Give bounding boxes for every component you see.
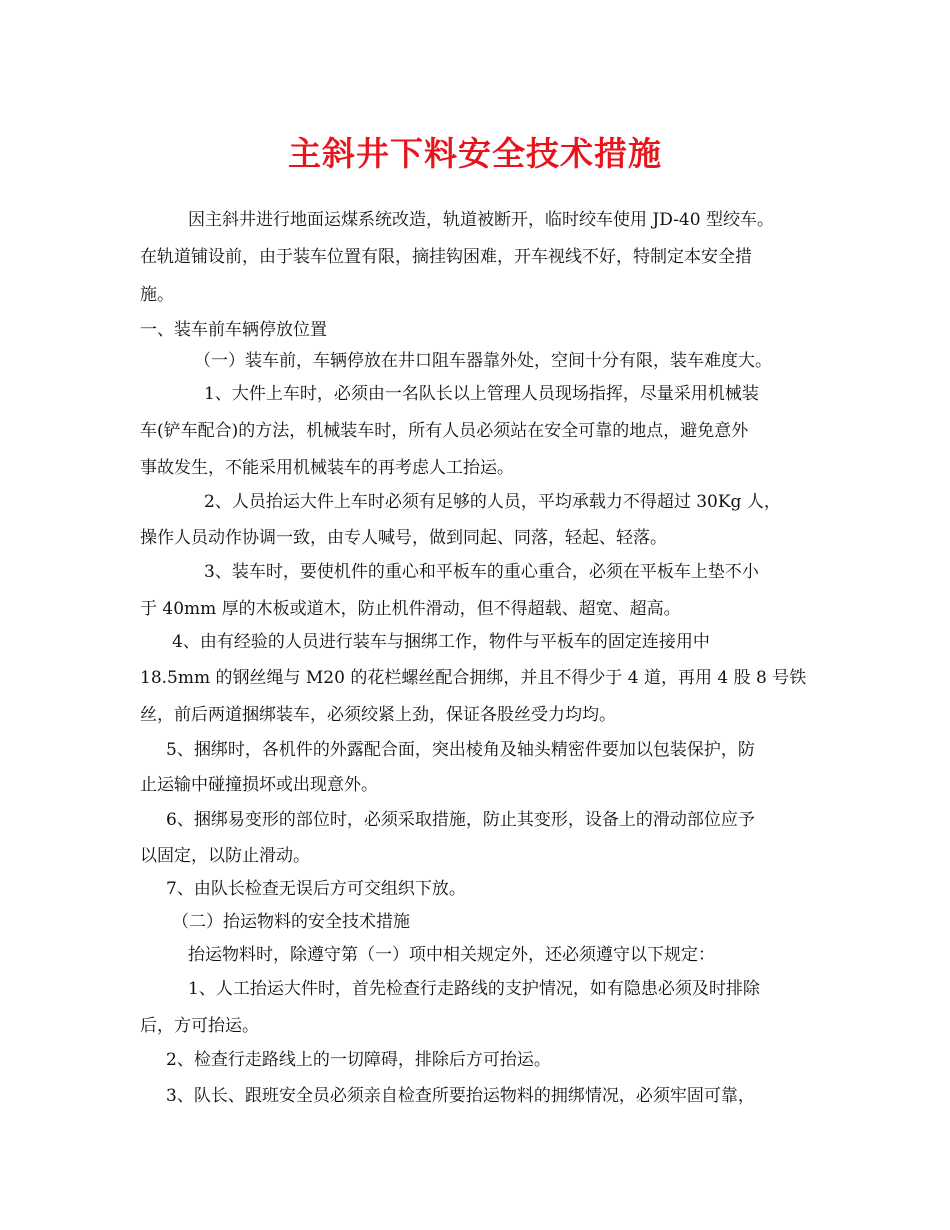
subsection-heading: （一）装车前，车辆停放在井口阻车器靠外处，空间十分有限，装车难度大。 [194,351,772,371]
paragraph-line: 车(铲车配合)的方法，机械装车时，所有人员必须站在安全可靠的地点，避免意外 [140,421,749,441]
paragraph-line: 施。 [140,285,174,305]
paragraph-line: 3、装车时，要使机件的重心和平板车的重心重合，必须在平板车上垫不小 [204,562,759,582]
subsection-heading: （二）抬运物料的安全技术措施 [172,912,410,932]
paragraph-line: 抬运物料时，除遵守第（一）项中相关规定外，还必须遵守以下规定： [188,945,715,965]
paragraph-line: 18.5mm 的钢丝绳与 M20 的花栏螺丝配合拥绑，并且不得少于 4 道，再用 4 股 8 号铁 [140,668,807,688]
paragraph-line: 后，方可抬运。 [140,1016,259,1036]
paragraph-line: 3、队长、跟班安全员必须亲自检查所要抬运物料的拥绑情况，必须牢固可靠， [166,1086,755,1106]
paragraph-line: 6、捆绑易变形的部位时，必须采取措施，防止其变形，设备上的滑动部位应予 [166,810,755,830]
paragraph-line: 丝，前后两道捆绑装车，必须绞紧上劲，保证各股丝受力均均。 [140,705,616,725]
paragraph-line: 2、人员抬运大件上车时必须有足够的人员，平均承载力不得超过 30Kg 人， [204,492,781,512]
paragraph-line: 于 40mm 厚的木板或道木，防止机件滑动，但不得超载、超宽、超高。 [140,599,681,619]
paragraph-line: 4、由有经验的人员进行装车与捆绑工作，物件与平板车的固定连接用中 [172,632,710,652]
paragraph-line: 2、检查行走路线上的一切障碍，排除后方可抬运。 [166,1050,551,1070]
paragraph-line: 1、大件上车时，必须由一名队长以上管理人员现场指挥，尽量采用机械装 [204,384,759,404]
paragraph-line: 事故发生，不能采用机械装车的再考虑人工抬运。 [140,458,514,478]
paragraph-line: 操作人员动作协调一致，由专人喊号，做到同起、同落，轻起、轻落。 [140,528,667,548]
paragraph-line: 止运输中碰撞损坏或出现意外。 [140,775,378,795]
paragraph-line: 1、人工抬运大件时，首先检查行走路线的支护情况，如有隐患必须及时排除 [188,979,760,999]
paragraph-line: 5、捆绑时，各机件的外露配合面，突出棱角及轴头精密件要加以包装保护，防 [166,740,755,760]
document-title: 主斜井下料安全技术措施 [288,134,662,173]
paragraph-line: 因主斜井进行地面运煤系统改造，轨道被断开，临时绞车使用 JD-40 型绞车。 [188,210,774,230]
section-heading: 一、装车前车辆停放位置 [140,320,327,340]
paragraph-line: 以固定，以防止滑动。 [140,846,310,866]
paragraph-line: 7、由队长检查无误后方可交组织下放。 [166,879,466,899]
paragraph-line: 在轨道铺设前，由于装车位置有限，摘挂钩困难，开车视线不好，特制定本安全措 [140,247,752,267]
